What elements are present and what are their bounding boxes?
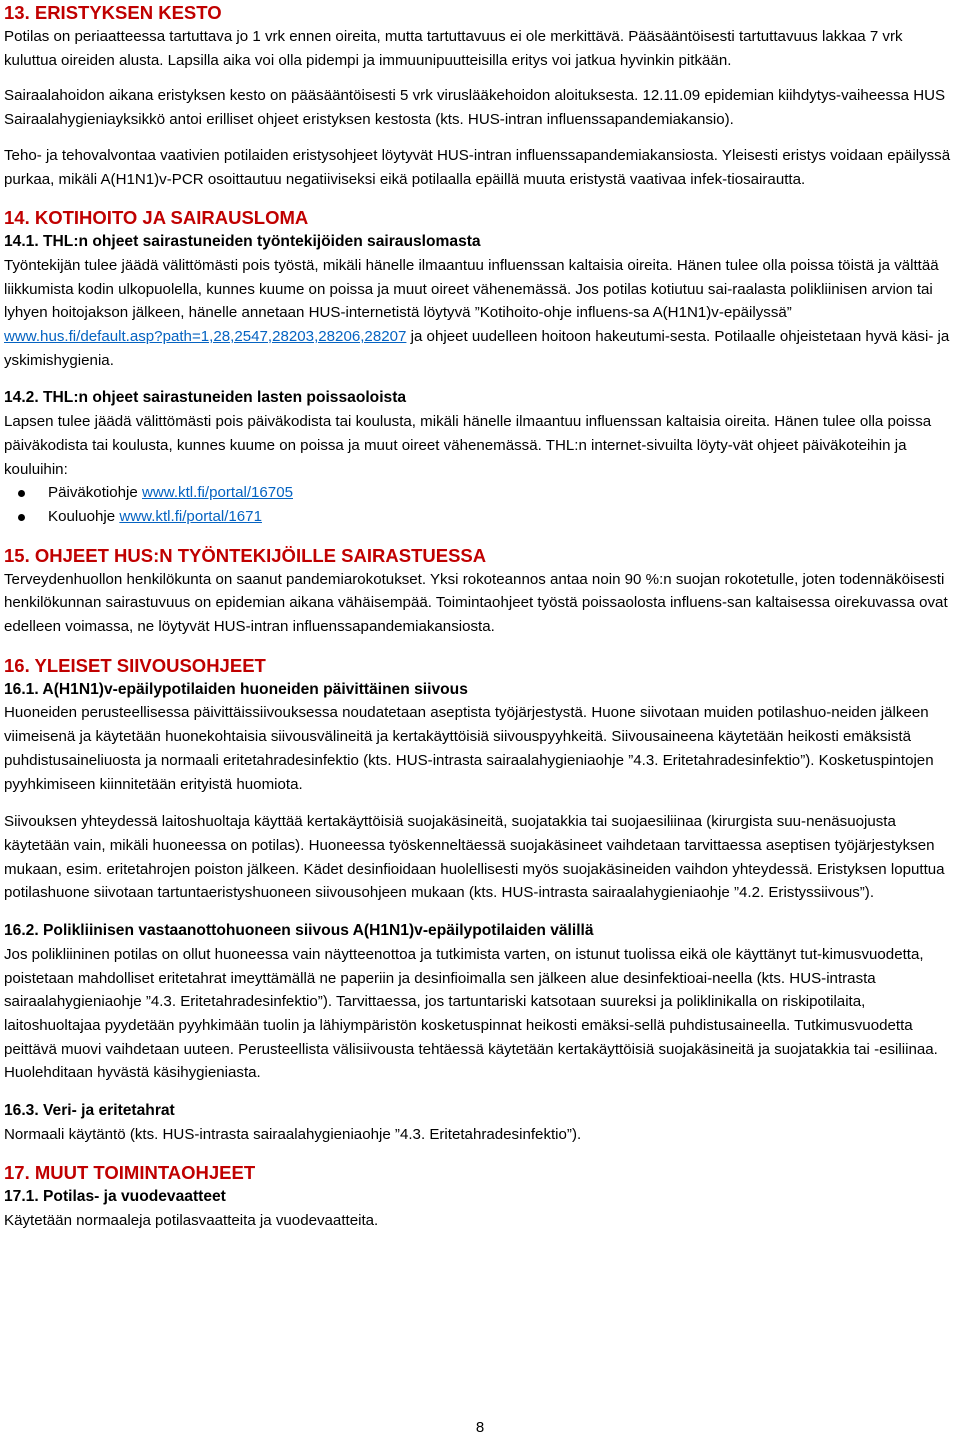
section-14-2-paragraph: Lapsen tulee jäädä välittömästi pois päiväkodista tai koulusta, mikäli hänelle ilmaantuu influenssan kaltaisia oireita. Hänen tulee olla poissa päiväkodista tai koulusta, kunnes kuume on poissa ja muut oireet vähenemässä. THL:n internet-sivuilta löyty-vät ohjeet päiväkoteihin ja kouluihin: — [4, 413, 932, 478]
guideline-list — [4, 481, 954, 528]
section-17-1-paragraph: Käytetään normaaleja potilasvaatteita ja vuodevaatteita. — [4, 1212, 379, 1230]
list-item — [48, 481, 954, 505]
section-15-paragraph: Terveydenhuollon henkilökunta on saanut pandemiarokotukset. Yksi rokoteannos antaa noin 90 %:n suojan rokotetulle, joten todennäköisesti henkilökunnan sairastuvuus on epidemian aikana vähäisempää. Toimintaohjeet työstä poissaolosta influens-san kaltaisessa oirekuvassa ovat edelleen voimassa, ne löytyvät HUS-intran influenssapandemiakansiosta. — [4, 570, 948, 636]
section-16-3-heading: 16.3. Veri- ja eritetahrat — [4, 1102, 175, 1120]
section-16-2-heading: 16.2. Polikliinisen vastaanottohuoneen siivous A(H1N1)v-epäilypotilaiden välillä — [4, 922, 594, 940]
section-13-heading: 13. ERISTYKSEN KESTO — [4, 2, 222, 23]
page-number: 8 — [475, 1419, 485, 1436]
section-14-1-paragraph — [4, 254, 954, 373]
bullet-icon — [18, 514, 25, 521]
section-16-2-paragraph: Jos polikliininen potilas on ollut huoneessa vain näytteenottoa ja tutkimista varten, on istunut tuolissa eikä ole käyttänyt tut-kimusvuodetta, poistetaan mahdolliset eritetahrat imeyttämällä ne paperiin ja desinfioimalla sen jälkeen alue desinfektioai-neella (kts. HUS-intrasta sairaalahygieniaohje ”4.3. Eritetahradesinfektio”). Tarvittaessa, jos tartuntariski katsotaan suureksi ja poliklinikalla on riskipotilaita, laitoshuoltajaa pyydetään pyyhkimään tuolin ja lähiympäristön kosketuspinnat heikosti emäksi-sellä puhdistusaineella. Tutkimusvuodetta peittävä muovi vaihdetaan uuteen. Perusteellista välisiivousta tehtäessä käytetään kertakäyttöisiä suojakäsineitä ja suojatakkia tai -esiliinaa. Huolehditaan hyvästä käsihygieniasta. — [4, 945, 938, 1082]
section-14-2-heading: 14.2. THL:n ohjeet sairastuneiden lasten poissaoloista — [4, 389, 407, 407]
section-14-1-text-before-link: Työntekijän tulee jäädä välittömästi pois työstä, mikäli hänelle ilmaantuu influenssan kaltaisia oireita. Hänen tulee olla poissa töistä ja välttää liikkumista kodin ulkopuolella, kunnes kuume on poissa ja muut oireet vähenemässä. Jos potilas kotiutuu sai-raalasta polikliinisen arvion tai lyhyen hoitojakson jälkeen, hänelle annetaan HUS-internetistä löytyvä ”Kotihoito-ohje influens-sa A(H1N1)v-epäilyssä” — [4, 256, 939, 322]
list-item-label: Päiväkotiohje — [48, 484, 142, 502]
paivakotiohje-link[interactable]: www.ktl.fi/portal/16705 — [141, 484, 293, 502]
section-13-paragraph-3: Teho- ja tehovalvontaa vaativien potilaiden eristysohjeet löytyvät HUS-intran influenssapandemiakansiosta. Yleisesti eristys voidaan epäilyssä purkaa, mikäli A(H1N1)v-PCR osoittautuu negatiiviseksi eikä potilaalla epäillä muuta eristystä vaativaa infek-tiosairautta. — [4, 146, 951, 188]
kotihoito-ohje-link[interactable]: www.hus.fi/default.asp?path=1,28,2547,28203,28206,28207 — [4, 328, 407, 346]
section-14-1-heading: 14.1. THL:n ohjeet sairastuneiden työntekijöiden sairauslomasta — [4, 233, 481, 251]
section-13-paragraph-2: Sairaalahoidon aikana eristyksen kesto on pääsääntöisesti 5 vrk viruslääkehoidon aloituksesta. 12.11.09 epidemian kiihdytys-vaiheessa HUS Sairaalahygieniayksikkö antoi erilliset ohjeet eristyksen kestosta (kts. HUS-intran influenssapandemiakansio). — [4, 87, 946, 129]
list-item-label: Kouluohje — [48, 507, 120, 525]
section-17-1-heading: 17.1. Potilas- ja vuodevaatteet — [4, 1188, 226, 1206]
kouluohje-link[interactable]: www.ktl.fi/portal/1671 — [119, 507, 262, 525]
section-16-1-paragraph-1: Huoneiden perusteellisessa päivittäissiivouksessa noudatetaan aseptista työjärjestystä. Huone siivotaan muiden potilashuo-neiden jälkeen viimeisenä ja käytetään huonekohtaisia siivousvälineitä ja kertakäyttöisiä siivouspyyhkeitä. Siivousaineena käytetään heikosti emäksistä puhdistusaineliuosta ja normaali eritetahradesinfektio (kts. HUS-intrasta sairaalahygieniaohje ”4.3. Eritetahradesinfektio”). Kosketuspintojen pyyhkimiseen kiinnitetään erityistä huomiota. — [4, 704, 934, 793]
bullet-icon — [18, 490, 25, 497]
section-14-heading: 14. KOTIHOITO JA SAIRAUSLOMA — [4, 207, 309, 229]
section-16-1-heading: 16.1. A(H1N1)v-epäilypotilaiden huoneiden päivittäinen siivous — [4, 680, 468, 698]
section-16-3-paragraph: Normaali käytäntö (kts. HUS-intrasta sairaalahygieniaohje ”4.3. Eritetahradesinfektio”). — [4, 1125, 582, 1143]
section-16-1-paragraph-2: Siivouksen yhteydessä laitoshuoltaja käyttää kertakäyttöisiä suojakäsineitä, suojatakkia tai suojaesiliinaa (kirurgista suu-nenäsuojusta käytetään vain, mikäli huoneessa on potilas). Huoneessa työskenneltäessä suojakäsineet vaihdetaan tarvittaessa aseptisen työjärjestyksen mukaan, esim. eritetahrojen poiston jälkeen. Kädet desinfioidaan huolellisesti myös suojakäsineiden vaihdon yhteydessä. Eristyksen loputtua potilashuone siivotaan tartuntaeristyshuoneen siivousohjeen mukaan (kts. HUS-intrasta sairaalahygieniaohje ”4.2. Eristyssiivous”). — [4, 813, 945, 902]
section-17-heading: 17. MUUT TOIMINTAOHJEET — [4, 1162, 256, 1184]
document-content — [4, 0, 954, 1233]
section-13-paragraph-1: Potilas on periaatteessa tartuttava jo 1 vrk ennen oireita, mutta tartuttavuus ei ole merkittävä. Pääsääntöisesti tartuttavuus lakkaa 7 vrk kuluttua oireiden alusta. Lapsilla aika voi olla pidempi ja immuunipuutteisilla eritys voi jatkua hyvinkin pitkään. — [4, 28, 903, 69]
section-14-1-text-after-link: ja ohjeet uudelleen hoitoon hakeutumi-sesta. Potilaalle ohjeistetaan hyvä käsi- ja yskimishygienia. — [4, 328, 950, 369]
section-16-heading: 16. YLEISET SIIVOUSOHJEET — [4, 654, 266, 676]
section-15-heading: 15. OHJEET HUS:N TYÖNTEKIJÖILLE SAIRASTUESSA — [4, 544, 487, 566]
list-item — [48, 505, 954, 529]
